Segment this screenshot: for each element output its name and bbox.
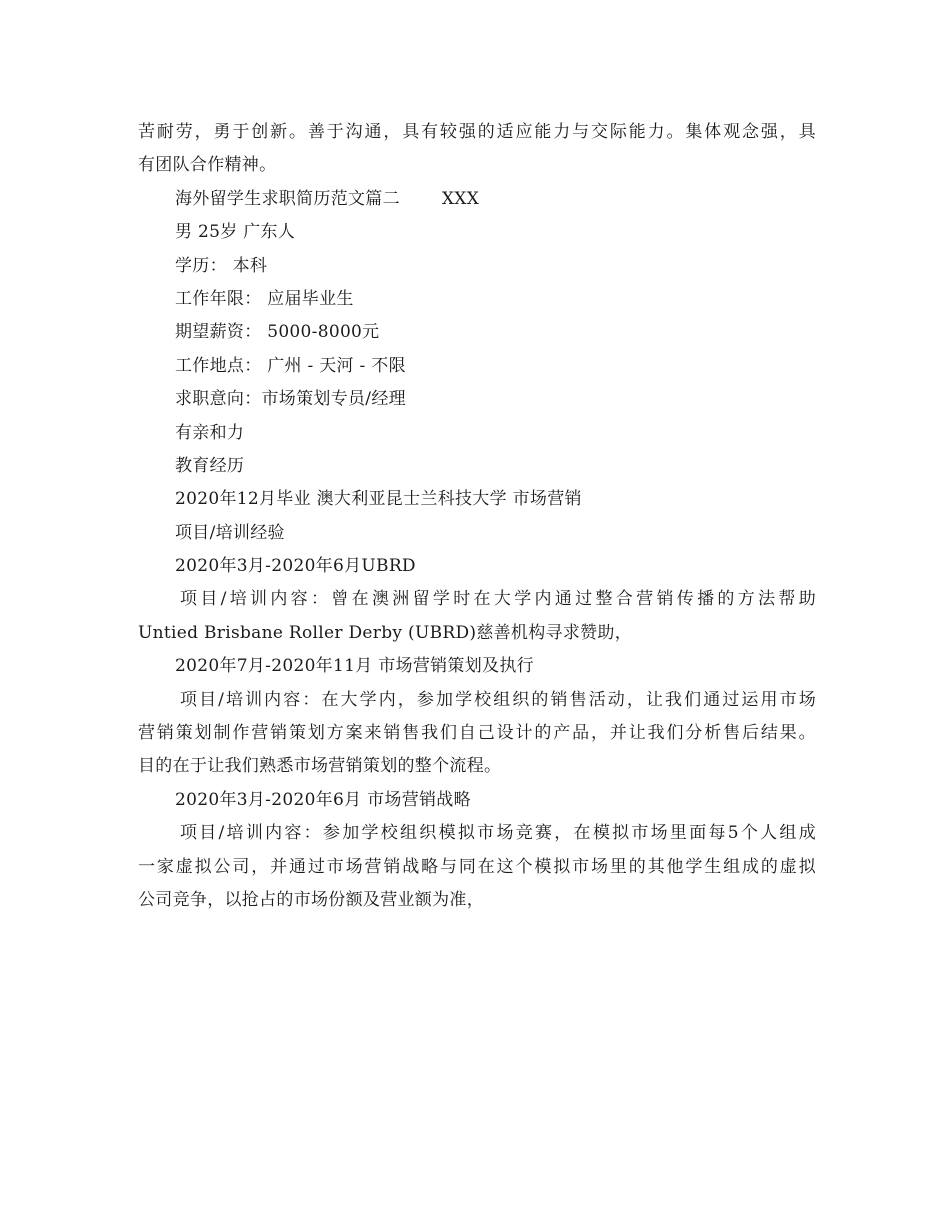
job-intention: 求职意向：市场策划专员/经理 — [175, 389, 406, 410]
section-title: 海外留学生求职简历范文篇二 — [175, 188, 400, 209]
project-2-content-line-1: 项目/培训内容：在大学内，参加学校组织的销售活动，让我们通过运用市场 — [180, 689, 816, 710]
expected-salary: 期望薪资： 5000-8000元 — [175, 322, 380, 343]
candidate-name: XXX — [441, 188, 480, 209]
personal-trait: 有亲和力 — [175, 422, 245, 443]
project-2-content-line-2: 营销策划制作营销策划方案来销售我们自己设计的产品，并让我们分析售后结果。 — [138, 723, 816, 744]
work-location: 工作地点： 广州 - 天河 - 不限 — [175, 355, 406, 376]
project-3-content-line-3: 公司竞争，以抢占的市场份额及营业额为准， — [138, 889, 484, 910]
project-1-date: 2020年3月-2020年6月UBRD — [175, 556, 416, 577]
project-2-date: 2020年7月-2020年11月 市场营销策划及执行 — [175, 656, 534, 677]
personal-basic-info: 男 25岁 广东人 — [175, 222, 296, 243]
project-1-content-line-1: 项目/培训内容：曾在澳洲留学时在大学内通过整合营销传播的方法帮助 — [180, 589, 816, 610]
project-3-content-line-1: 项目/培训内容：参加学校组织模拟市场竞赛，在模拟市场里面每5个人组成 — [180, 823, 816, 844]
project-experience-heading: 项目/培训经验 — [175, 522, 285, 543]
project-3-content-line-2: 一家虚拟公司，并通过市场营销战略与同在这个模拟市场里的其他学生组成的虚拟 — [138, 856, 816, 877]
paragraph-line-self-assessment-1: 苦耐劳，勇于创新。善于沟通，具有较强的适应能力与交际能力。集体观念强，具 — [138, 122, 816, 142]
project-2-content-line-3: 目的在于让我们熟悉市场营销策划的整个流程。 — [138, 756, 502, 777]
education-entry: 2020年12月毕业 澳大利亚昆士兰科技大学 市场营销 — [175, 489, 582, 510]
work-experience-years: 工作年限： 应届毕业生 — [175, 288, 354, 309]
paragraph-line-self-assessment-2: 有团队合作精神。 — [138, 155, 277, 176]
project-3-date: 2020年3月-2020年6月 市场营销战略 — [175, 789, 471, 810]
education-heading: 教育经历 — [175, 455, 245, 476]
document-body — [138, 116, 816, 917]
project-1-content-line-2: Untied Brisbane Roller Derby (UBRD)慈善机构寻求赞助， — [138, 622, 633, 643]
section-title-line — [138, 183, 816, 216]
education-level: 学历： 本科 — [175, 255, 268, 276]
